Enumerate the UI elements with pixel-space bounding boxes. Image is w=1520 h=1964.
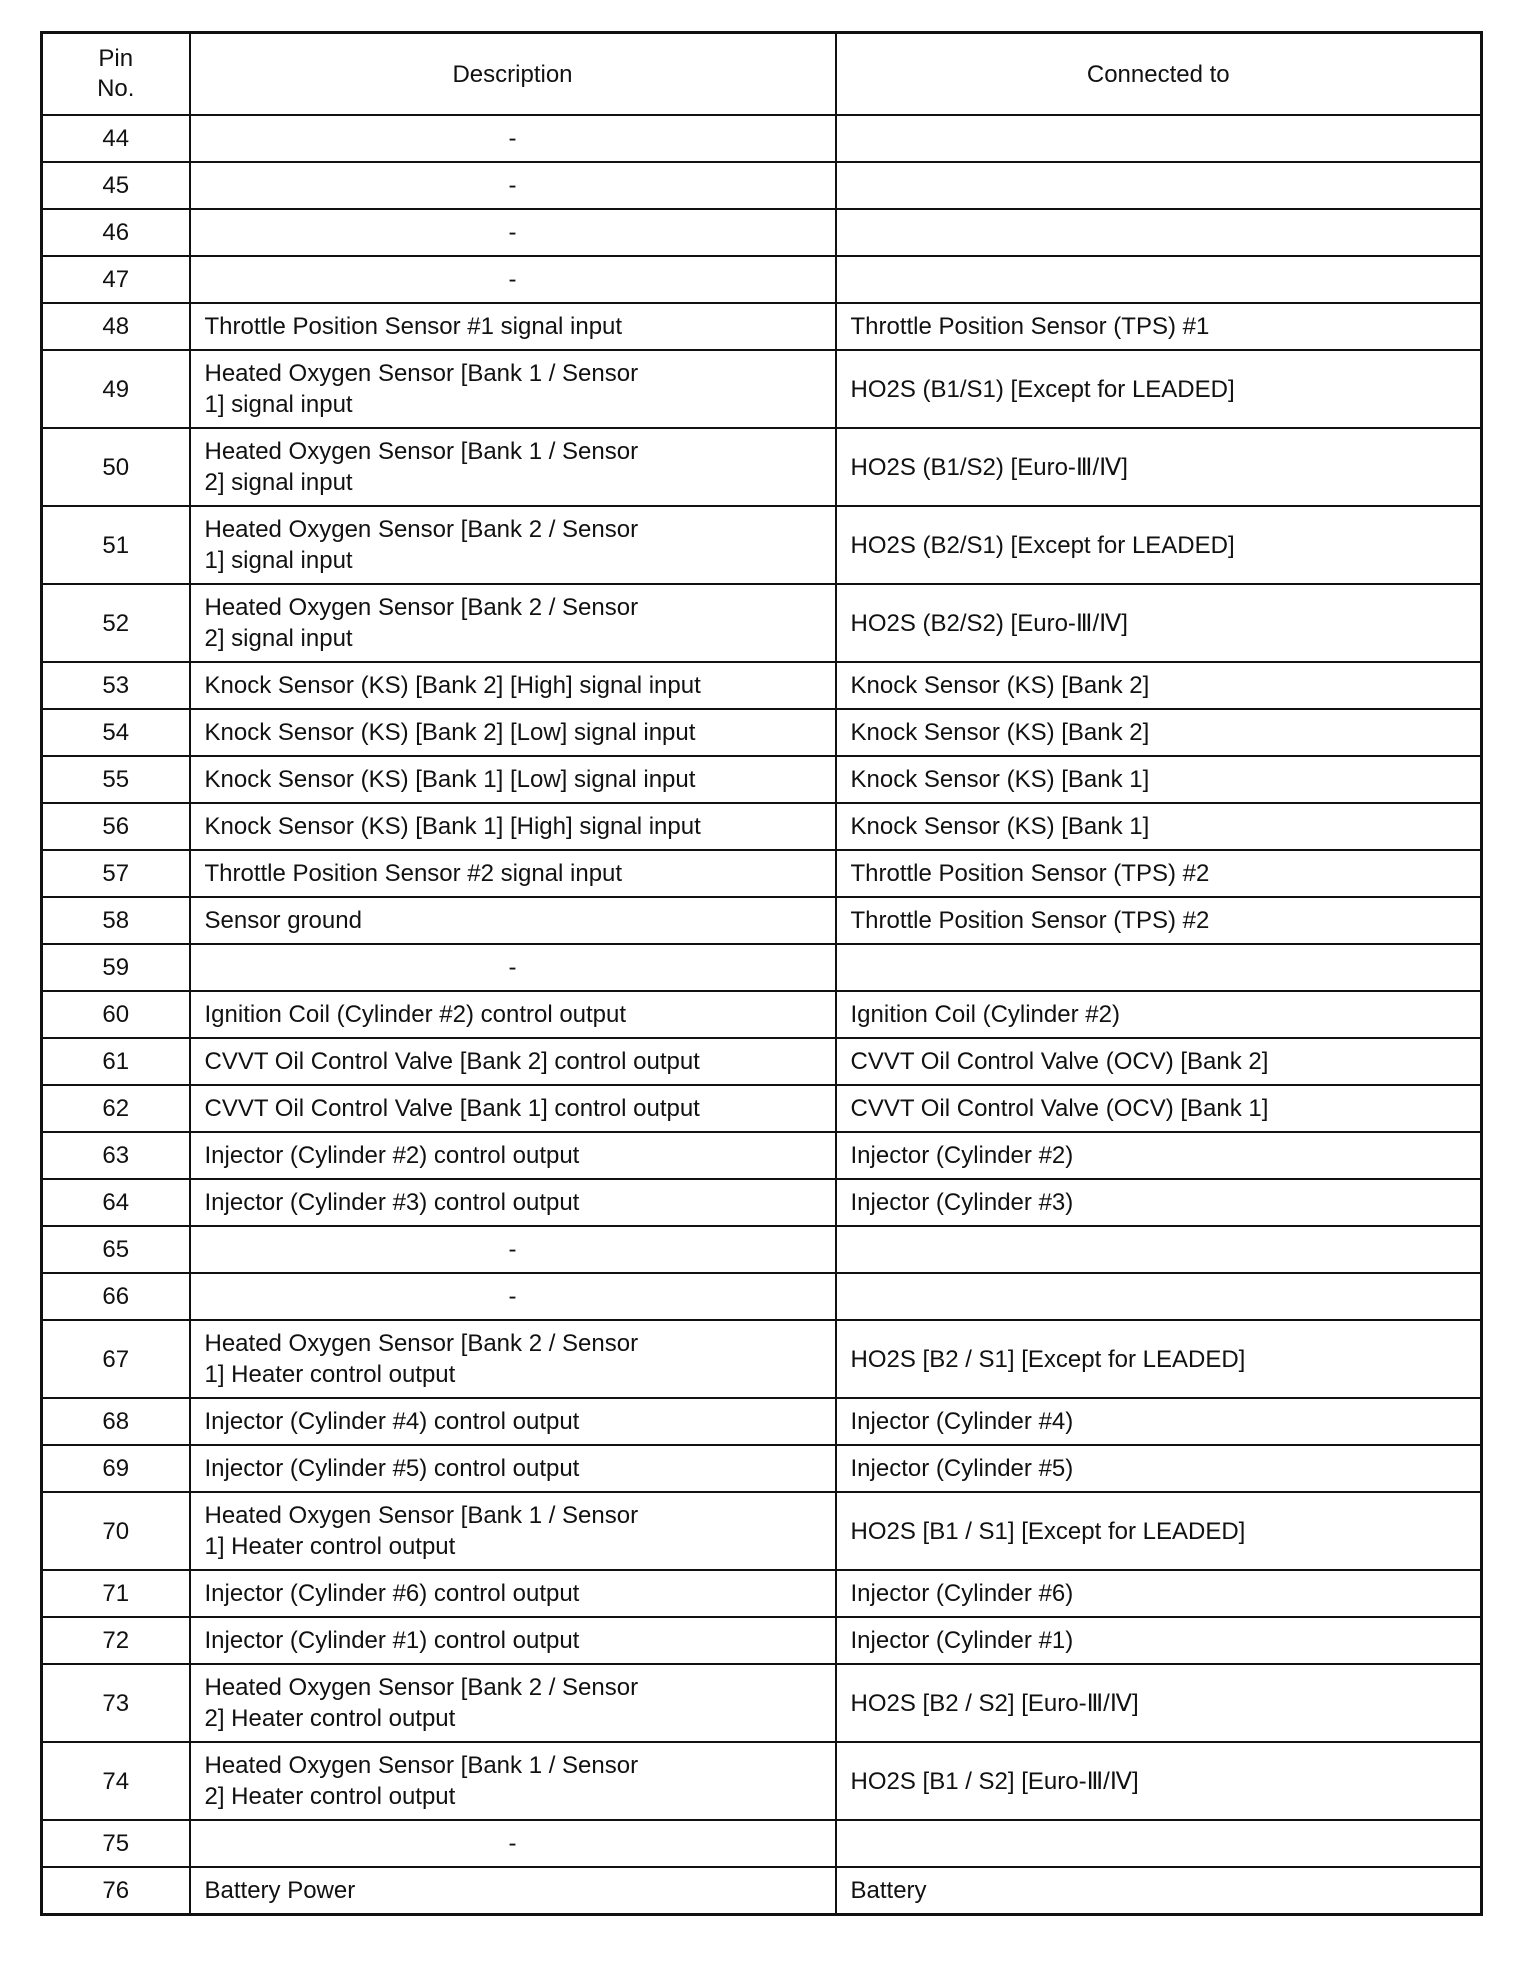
table-row: [42, 1273, 1482, 1320]
connected-to-cell: Injector (Cylinder #5): [836, 1445, 1482, 1492]
table-row: [42, 209, 1482, 256]
connected-to-cell: Injector (Cylinder #4): [836, 1398, 1482, 1445]
connected-to-cell: Battery: [836, 1867, 1482, 1915]
description-cell: [190, 209, 836, 256]
description-cell: [190, 303, 836, 350]
table-row: [42, 1085, 1482, 1132]
description-line: -: [508, 1236, 517, 1263]
description-cell: [190, 1570, 836, 1617]
pin-number-cell: 65: [42, 1226, 190, 1273]
description-line: -: [508, 219, 517, 246]
description-cell: [190, 1820, 836, 1867]
connected-to-cell: CVVT Oil Control Valve (OCV) [Bank 2]: [836, 1038, 1482, 1085]
description-line: Battery Power: [204, 1877, 356, 1904]
description-cell: [190, 350, 836, 428]
table-row: [42, 1570, 1482, 1617]
pin-connector-table: [40, 31, 1483, 1916]
table-row: [42, 1226, 1482, 1273]
description-header: Description: [190, 33, 836, 116]
connected-to-cell: HO2S [B2 / S2] [Euro-Ⅲ/Ⅳ]: [836, 1664, 1482, 1742]
connected-to-cell: [836, 1820, 1482, 1867]
connected-to-cell: Knock Sensor (KS) [Bank 1]: [836, 756, 1482, 803]
description-line: 1] signal input: [204, 391, 353, 418]
description-cell: [190, 256, 836, 303]
pin-number-cell: 57: [42, 850, 190, 897]
description-line: Knock Sensor (KS) [Bank 1] [High] signal input: [204, 813, 701, 840]
pin-number-cell: 74: [42, 1742, 190, 1820]
connected-to-cell: Knock Sensor (KS) [Bank 2]: [836, 709, 1482, 756]
pin-number-cell: 59: [42, 944, 190, 991]
table-row: [42, 303, 1482, 350]
pin-number-cell: 46: [42, 209, 190, 256]
description-cell: [190, 1664, 836, 1742]
description-cell: [190, 1867, 836, 1915]
description-cell: [190, 991, 836, 1038]
description-cell: [190, 584, 836, 662]
description-cell: [190, 897, 836, 944]
connected-to-cell: Injector (Cylinder #6): [836, 1570, 1482, 1617]
table-row: [42, 1492, 1482, 1570]
table-row: [42, 709, 1482, 756]
description-line: Heated Oxygen Sensor [Bank 2 / Sensor: [204, 594, 639, 621]
connected-to-cell: [836, 256, 1482, 303]
description-line: 1] signal input: [204, 547, 353, 574]
connected-to-cell: HO2S [B2 / S1] [Except for LEADED]: [836, 1320, 1482, 1398]
connected-to-cell: CVVT Oil Control Valve (OCV) [Bank 1]: [836, 1085, 1482, 1132]
description-cell: [190, 1492, 836, 1570]
connected-to-cell: HO2S [B1 / S2] [Euro-Ⅲ/Ⅳ]: [836, 1742, 1482, 1820]
table-row: [42, 1398, 1482, 1445]
table-row: [42, 991, 1482, 1038]
description-cell: [190, 1085, 836, 1132]
table-row: [42, 1038, 1482, 1085]
pin-header-line-1: Pin: [98, 45, 134, 72]
table-row: [42, 162, 1482, 209]
pin-number-cell: 53: [42, 662, 190, 709]
connected-to-cell: HO2S (B2/S1) [Except for LEADED]: [836, 506, 1482, 584]
description-cell: [190, 1132, 836, 1179]
description-line: -: [508, 125, 517, 152]
connected-to-cell: Throttle Position Sensor (TPS) #1: [836, 303, 1482, 350]
pin-number-cell: 50: [42, 428, 190, 506]
pin-number-cell: 66: [42, 1273, 190, 1320]
table-row: [42, 115, 1482, 162]
pin-number-cell: 47: [42, 256, 190, 303]
description-line: 2] signal input: [204, 469, 353, 496]
connected-to-cell: [836, 162, 1482, 209]
description-line: Heated Oxygen Sensor [Bank 2 / Sensor: [204, 516, 639, 543]
pin-number-cell: 56: [42, 803, 190, 850]
description-cell: [190, 850, 836, 897]
connected-to-cell: Knock Sensor (KS) [Bank 1]: [836, 803, 1482, 850]
description-line: 1] Heater control output: [204, 1533, 456, 1560]
connected-to-cell: HO2S (B2/S2) [Euro-Ⅲ/Ⅳ]: [836, 584, 1482, 662]
table-row: [42, 662, 1482, 709]
pin-number-cell: 60: [42, 991, 190, 1038]
description-line: Heated Oxygen Sensor [Bank 1 / Sensor: [204, 438, 639, 465]
table-row: [42, 850, 1482, 897]
pin-header-line-2: No.: [97, 75, 135, 102]
connected-to-cell: Knock Sensor (KS) [Bank 2]: [836, 662, 1482, 709]
pin-number-cell: 63: [42, 1132, 190, 1179]
pin-number-cell: 73: [42, 1664, 190, 1742]
description-line: -: [508, 954, 517, 981]
connected-to-cell: [836, 209, 1482, 256]
table-row: [42, 1617, 1482, 1664]
description-line: Injector (Cylinder #2) control output: [204, 1142, 580, 1169]
description-line: Injector (Cylinder #6) control output: [204, 1580, 580, 1607]
pin-number-cell: 68: [42, 1398, 190, 1445]
pin-table-page: [40, 31, 1480, 1916]
description-cell: [190, 1179, 836, 1226]
description-line: Sensor ground: [204, 907, 362, 934]
table-row: [42, 1742, 1482, 1820]
table-row: [42, 1179, 1482, 1226]
pin-number-cell: 51: [42, 506, 190, 584]
description-cell: [190, 1320, 836, 1398]
table-row: [42, 256, 1482, 303]
description-line: Heated Oxygen Sensor [Bank 2 / Sensor: [204, 1674, 639, 1701]
description-line: CVVT Oil Control Valve [Bank 2] control output: [204, 1048, 700, 1075]
connected-to-cell: Injector (Cylinder #1): [836, 1617, 1482, 1664]
description-cell: [190, 803, 836, 850]
description-cell: [190, 709, 836, 756]
table-row: [42, 944, 1482, 991]
description-cell: [190, 1226, 836, 1273]
table-body: [42, 115, 1482, 1915]
description-line: Knock Sensor (KS) [Bank 1] [Low] signal input: [204, 766, 696, 793]
description-cell: [190, 506, 836, 584]
description-line: 2] Heater control output: [204, 1705, 456, 1732]
description-line: Throttle Position Sensor #2 signal input: [204, 860, 623, 887]
description-line: 1] Heater control output: [204, 1361, 456, 1388]
description-line: Injector (Cylinder #3) control output: [204, 1189, 580, 1216]
description-line: -: [508, 172, 517, 199]
description-line: -: [508, 1830, 517, 1857]
table-row: [42, 803, 1482, 850]
table-row: [42, 350, 1482, 428]
description-cell: [190, 662, 836, 709]
pin-number-cell: 75: [42, 1820, 190, 1867]
description-line: Heated Oxygen Sensor [Bank 1 / Sensor: [204, 1502, 639, 1529]
pin-number-cell: 52: [42, 584, 190, 662]
pin-number-cell: 62: [42, 1085, 190, 1132]
description-cell: [190, 756, 836, 803]
description-line: Knock Sensor (KS) [Bank 2] [High] signal input: [204, 672, 701, 699]
description-line: Throttle Position Sensor #1 signal input: [204, 313, 623, 340]
description-cell: [190, 115, 836, 162]
connected-to-cell: HO2S (B1/S1) [Except for LEADED]: [836, 350, 1482, 428]
connected-to-cell: HO2S [B1 / S1] [Except for LEADED]: [836, 1492, 1482, 1570]
pin-number-cell: 48: [42, 303, 190, 350]
connected-to-cell: [836, 944, 1482, 991]
description-line: Injector (Cylinder #4) control output: [204, 1408, 580, 1435]
pin-number-cell: 64: [42, 1179, 190, 1226]
description-cell: [190, 428, 836, 506]
table-row: [42, 1320, 1482, 1398]
pin-number-cell: 72: [42, 1617, 190, 1664]
description-cell: [190, 1038, 836, 1085]
pin-number-cell: 58: [42, 897, 190, 944]
table-row: [42, 506, 1482, 584]
pin-number-cell: 70: [42, 1492, 190, 1570]
description-line: 2] signal input: [204, 625, 353, 652]
pin-number-cell: 61: [42, 1038, 190, 1085]
connected-to-header: Connected to: [836, 33, 1482, 116]
pin-number-cell: 45: [42, 162, 190, 209]
description-line: Injector (Cylinder #5) control output: [204, 1455, 580, 1482]
description-line: Heated Oxygen Sensor [Bank 1 / Sensor: [204, 360, 639, 387]
description-cell: [190, 1273, 836, 1320]
connected-to-cell: Ignition Coil (Cylinder #2): [836, 991, 1482, 1038]
table-row: [42, 1132, 1482, 1179]
table-row: [42, 428, 1482, 506]
description-line: Ignition Coil (Cylinder #2) control output: [204, 1001, 627, 1028]
connected-to-cell: Injector (Cylinder #2): [836, 1132, 1482, 1179]
description-cell: [190, 1398, 836, 1445]
description-line: Knock Sensor (KS) [Bank 2] [Low] signal input: [204, 719, 696, 746]
description-cell: [190, 1742, 836, 1820]
table-row: [42, 584, 1482, 662]
table-row: [42, 897, 1482, 944]
description-line: 2] Heater control output: [204, 1783, 456, 1810]
connected-to-cell: [836, 1226, 1482, 1273]
pin-number-cell: 44: [42, 115, 190, 162]
description-line: -: [508, 266, 517, 293]
connected-to-cell: [836, 1273, 1482, 1320]
description-line: CVVT Oil Control Valve [Bank 1] control output: [204, 1095, 700, 1122]
pin-number-cell: 54: [42, 709, 190, 756]
pin-number-cell: 69: [42, 1445, 190, 1492]
description-line: -: [508, 1283, 517, 1310]
pin-number-cell: 76: [42, 1867, 190, 1915]
table-row: [42, 1445, 1482, 1492]
connected-to-cell: HO2S (B1/S2) [Euro-Ⅲ/Ⅳ]: [836, 428, 1482, 506]
pin-number-cell: 71: [42, 1570, 190, 1617]
pin-number-header: [42, 33, 190, 116]
table-header-row: [42, 33, 1482, 116]
connected-to-cell: Injector (Cylinder #3): [836, 1179, 1482, 1226]
pin-number-cell: 55: [42, 756, 190, 803]
description-cell: [190, 944, 836, 991]
table-row: [42, 1664, 1482, 1742]
description-line: Heated Oxygen Sensor [Bank 1 / Sensor: [204, 1752, 639, 1779]
table-row: [42, 1867, 1482, 1915]
connected-to-cell: Throttle Position Sensor (TPS) #2: [836, 897, 1482, 944]
table-row: [42, 1820, 1482, 1867]
pin-number-cell: 49: [42, 350, 190, 428]
pin-number-cell: 67: [42, 1320, 190, 1398]
connected-to-cell: Throttle Position Sensor (TPS) #2: [836, 850, 1482, 897]
description-line: Injector (Cylinder #1) control output: [204, 1627, 580, 1654]
description-cell: [190, 162, 836, 209]
description-cell: [190, 1617, 836, 1664]
description-cell: [190, 1445, 836, 1492]
connected-to-cell: [836, 115, 1482, 162]
table-row: [42, 756, 1482, 803]
description-line: Heated Oxygen Sensor [Bank 2 / Sensor: [204, 1330, 639, 1357]
